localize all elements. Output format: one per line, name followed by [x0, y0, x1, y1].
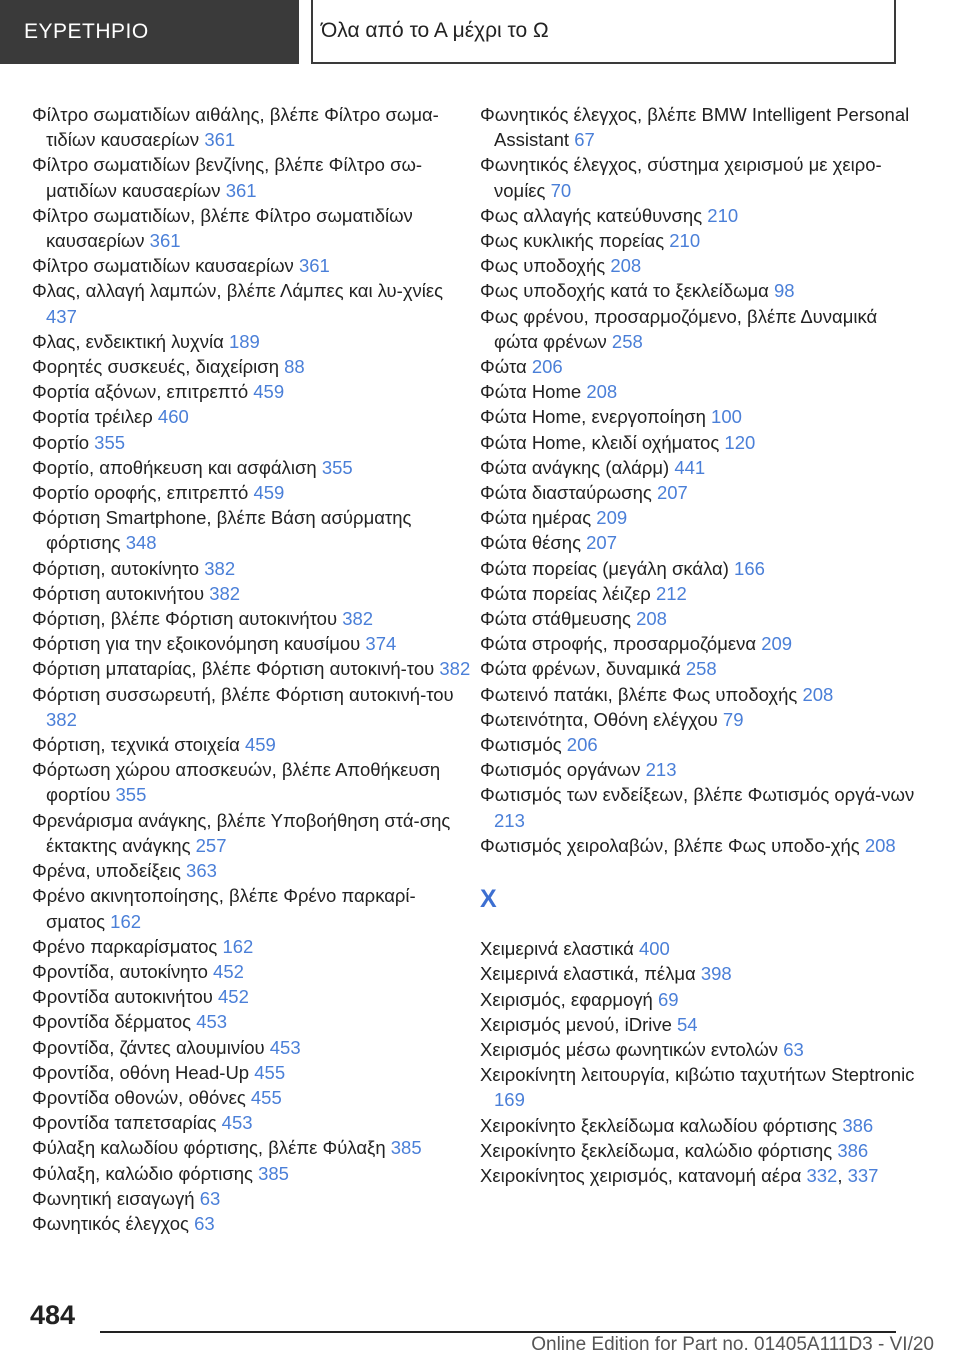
index-entry-term: Φροντίδα αυτοκινήτου — [32, 986, 213, 1008]
page-reference-link[interactable]: 382 — [439, 658, 471, 680]
page-reference-link[interactable]: 386 — [837, 1139, 869, 1161]
index-entry — [480, 404, 920, 429]
index-entry-term: Φώτα πορείας λέιζερ — [480, 582, 651, 604]
index-entry — [32, 1135, 472, 1160]
index-entry-term: Φορτία τρέιλερ — [32, 406, 153, 428]
index-entry — [480, 278, 920, 303]
index-entry-term: Φόρτιση μπαταρίας, βλέπε Φόρτιση αυτοκινή-του — [32, 658, 435, 680]
index-entry-term: Φως φρένου, προσαρμοζόμενο, βλέπε Δυναμικά φώτα φρένων — [480, 305, 878, 352]
footer-edition-text: Online Edition for Part no. 01405A111D3 - VI/20 — [531, 1334, 934, 1355]
index-entry — [480, 682, 920, 707]
page-reference-link[interactable]: 208 — [610, 255, 642, 277]
page-reference-link[interactable]: 382 — [46, 708, 77, 730]
page-reference-link[interactable]: 400 — [638, 938, 670, 960]
index-entry-term: Φωτισμός των ενδείξεων, βλέπε Φωτισμός οργά-νων — [480, 784, 915, 806]
index-entry — [480, 581, 920, 606]
index-entry — [480, 631, 920, 656]
index-entry — [480, 430, 920, 455]
index-entry-term: Χειμερινά ελαστικά, πέλμα — [480, 963, 696, 985]
index-entry — [480, 757, 920, 782]
index-entry-term: Φώτα Home — [480, 381, 582, 403]
index-entry — [32, 1035, 472, 1060]
index-entry-term: Χειροκίνητο ξεκλείδωμα, καλώδιο φόρτισης — [480, 1139, 833, 1161]
index-entry — [480, 480, 920, 505]
index-entry-term: Φίλτρο σωματιδίων αιθάλης, βλέπε Φίλτρο σωμα-τιδίων καυσαερίων — [32, 104, 439, 151]
index-entry — [480, 936, 920, 961]
page-reference-link[interactable]: 63 — [783, 1038, 804, 1060]
index-entry-term: Φως αλλαγής κατεύθυνσης — [480, 204, 703, 226]
index-entry — [32, 455, 472, 480]
index-entry — [32, 1161, 472, 1186]
index-entry — [32, 253, 472, 278]
index-entry — [480, 379, 920, 404]
page-reference-link[interactable]: 348 — [125, 532, 157, 554]
page-reference-link[interactable]: 209 — [596, 507, 628, 529]
index-entry-term: Φόρτιση, αυτοκίνητο — [32, 557, 200, 579]
index-entry — [32, 329, 472, 354]
index-entry — [480, 152, 920, 202]
page-reference-link[interactable]: 208 — [802, 683, 834, 705]
index-entry-term: Χειρισμός, εφαρμογή — [480, 988, 653, 1010]
page-reference-link[interactable]: 361 — [204, 129, 236, 151]
page-reference-link[interactable]: 437 — [46, 305, 77, 327]
index-entry-term: Φως κυκλικής πορείας — [480, 230, 665, 252]
index-entry-term: Χειροκίνητη λειτουργία, κιβώτιο ταχυτήτων Steptronic — [480, 1064, 915, 1086]
page-reference-link[interactable]: 208 — [586, 381, 618, 403]
page-reference-link[interactable]: 455 — [250, 1086, 282, 1108]
index-entry — [480, 961, 920, 986]
index-entry-term: Χειροκίνητος χειρισμός, κατανομή αέρα — [480, 1164, 802, 1186]
index-entry-term: Φόρτιση Smartphone, βλέπε Βάση ασύρματης φόρτισης — [32, 507, 412, 554]
index-entry — [32, 858, 472, 883]
index-entry-term: Χειροκίνητο ξεκλείδωμα καλωδίου φόρτισης — [480, 1114, 838, 1136]
page-number: 484 — [30, 1300, 76, 1330]
index-entry-term: Φορητές συσκευές, διαχείριση — [32, 356, 279, 378]
header — [0, 0, 960, 66]
index-list-phi — [480, 102, 920, 858]
page-reference-link[interactable]: 355 — [321, 456, 353, 478]
index-entry-term: Φωνητικός έλεγχος — [32, 1212, 189, 1234]
index-entry-term: Φρένο ακινητοποίησης, βλέπε Φρένο παρκαρί-σματος — [32, 885, 416, 932]
index-entry-term: Φόρτιση αυτοκινήτου — [32, 582, 205, 604]
page-reference-link[interactable]: 441 — [674, 456, 706, 478]
page-reference-link[interactable]: 385 — [390, 1137, 422, 1159]
index-entry — [480, 833, 920, 858]
page-reference-link[interactable]: 98 — [774, 280, 795, 302]
index-entry — [480, 304, 920, 354]
index-entry — [32, 1186, 472, 1211]
index-entry — [32, 732, 472, 757]
index-entry — [32, 934, 472, 959]
index-entry — [480, 253, 920, 278]
page-reference-link[interactable]: 210 — [707, 204, 739, 226]
page-reference-link[interactable]: 208 — [636, 608, 667, 630]
index-entry — [32, 1009, 472, 1034]
index-entry — [32, 278, 472, 328]
page-reference-link[interactable]: 382 — [342, 608, 374, 630]
index-entry — [32, 556, 472, 581]
index-entry — [480, 203, 920, 228]
index-entry-term: Φωτεινό πατάκι, βλέπε Φως υποδοχής — [480, 683, 798, 705]
page-reference-link[interactable]: 206 — [531, 356, 563, 378]
page-reference-link[interactable]: 169 — [494, 1089, 525, 1111]
page-reference-link[interactable]: 382 — [209, 582, 241, 604]
index-entry — [32, 1211, 472, 1236]
page-reference-link[interactable]: 382 — [204, 557, 236, 579]
page-reference-link[interactable]: 189 — [228, 330, 260, 352]
index-entry-term: Φόρτιση, βλέπε Φόρτιση αυτοκινήτου — [32, 608, 338, 630]
page-reference-link[interactable]: 453 — [196, 1011, 228, 1033]
index-entry — [480, 530, 920, 555]
page-reference-link[interactable]: 120 — [724, 431, 756, 453]
index-entry-term: Φλας, ενδεικτική λυχνία — [32, 330, 224, 352]
page-reference-link[interactable]: 258 — [611, 330, 643, 352]
page-reference-link[interactable]: 459 — [244, 734, 276, 756]
index-entry-term: Φορτίο, αποθήκευση και ασφάλιση — [32, 456, 317, 478]
page-reference-link[interactable]: 453 — [269, 1036, 301, 1058]
index-entry — [32, 656, 472, 681]
page-reference-link[interactable]: 257 — [195, 834, 227, 856]
index-entry — [32, 1085, 472, 1110]
index-entry — [480, 1113, 920, 1138]
index-entry-term: Χειρισμός μέσω φωνητικών εντολών — [480, 1038, 779, 1060]
index-entry-term: Φροντίδα, αυτοκίνητο — [32, 960, 208, 982]
index-entry-term: Φλας, αλλαγή λαμπών, βλέπε Λάμπες και λυ-χνίες — [32, 280, 444, 302]
page-reference-link[interactable]: 355 — [115, 784, 147, 806]
index-entry — [480, 354, 920, 379]
index-entry-term: Φίλτρο σωματιδίων καυσαερίων — [32, 255, 294, 277]
page-reference-link[interactable]: 88 — [284, 356, 305, 378]
index-entry-term: Φρενάρισμα ανάγκης, βλέπε Υποβοήθηση στά-σης έκτακτης ανάγκης — [32, 809, 451, 856]
index-entry-term: Φώτα θέσης — [480, 532, 581, 554]
index-entry-term: Φρένο παρκαρίσματος — [32, 935, 218, 957]
index-entry-term: Φορτίο οροφής, επιτρεπτό — [32, 482, 249, 504]
index-entry — [480, 455, 920, 480]
index-entry: Χειροκίνητος χειρισμός, κατανομή αέρα 332, 337 — [480, 1164, 879, 1186]
page-reference-link[interactable]: 63 — [199, 1187, 221, 1209]
page-reference-link[interactable]: 79 — [722, 708, 744, 730]
page-reference-link[interactable]: 209 — [761, 633, 793, 655]
page-reference-link[interactable]: 100 — [711, 406, 742, 428]
index-entry — [32, 631, 472, 656]
index-entry-term: Φόρτιση συσσωρευτή, βλέπε Φόρτιση αυτοκινή-του — [32, 683, 454, 705]
index-entry-term: Φίλτρο σωματιδίων, βλέπε Φίλτρο σωματιδίων καυσαερίων — [32, 204, 413, 252]
index-entry-term: Φωτισμός χειρολαβών, βλέπε Φως υποδο-χής — [480, 834, 860, 856]
page-reference-link[interactable]: 207 — [586, 532, 617, 554]
index-column-left — [32, 102, 472, 1236]
index-entry — [480, 102, 920, 152]
index-entry-term: Φύλαξη καλωδίου φόρτισης, βλέπε Φύλαξη — [32, 1137, 386, 1159]
index-entry-term: Φωνητική εισαγωγή — [32, 1187, 195, 1209]
index-entry — [32, 152, 472, 202]
index-entry-term: Φύλαξη, καλώδιο φόρτισης — [32, 1162, 253, 1184]
index-entry-term: Φώτα ημέρας — [480, 507, 592, 529]
index-entry — [480, 1037, 920, 1062]
page-reference-link[interactable]: 459 — [253, 482, 285, 504]
page-reference-link[interactable]: 69 — [657, 988, 679, 1010]
page-reference-link[interactable]: 258 — [685, 658, 717, 680]
page-reference-link[interactable]: 361 — [225, 179, 257, 201]
index-entry — [32, 379, 472, 404]
page-reference-link[interactable]: 212 — [655, 582, 687, 604]
index-entry — [480, 707, 920, 732]
index-entry-term: Φροντίδα ταπετσαρίας — [32, 1112, 217, 1134]
index-entry-term: Φωνητικός έλεγχος, σύστημα χειρισμού με χειρο-νομίες — [480, 154, 882, 201]
index-entry — [32, 757, 472, 807]
index-entry-term: Φώτα πορείας (μεγάλη σκάλα) — [480, 557, 729, 579]
page-reference-link[interactable]: 398 — [700, 963, 732, 985]
index-list-chi — [480, 936, 920, 1188]
page-reference-link[interactable]: 70 — [550, 179, 572, 201]
page-reference-link[interactable]: 332 — [806, 1164, 838, 1186]
page-reference-link[interactable]: 162 — [110, 910, 142, 932]
section-letter-heading: Χ — [480, 885, 497, 914]
page-reference-link[interactable]: 162 — [222, 935, 254, 957]
index-entry — [32, 984, 472, 1009]
page-reference-link[interactable]: 355 — [94, 431, 126, 453]
index-entry-term: Φόρτωση χώρου αποσκευών, βλέπε Αποθήκευση φορτίου — [32, 759, 441, 806]
page-reference-link[interactable]: 385 — [258, 1162, 289, 1184]
index-entry-term: Φώτα στάθμευσης — [480, 608, 631, 630]
index-entry — [32, 404, 472, 429]
index-entry-term: Φώτα — [480, 356, 527, 378]
index-entry — [32, 581, 472, 606]
page-reference-link[interactable]: 459 — [253, 381, 285, 403]
page-reference-link[interactable]: 213 — [494, 809, 525, 831]
page-reference-link[interactable]: 337 — [847, 1164, 879, 1186]
index-entry — [480, 782, 920, 832]
index-entry-term: Φίλτρο σωματιδίων βενζίνης, βλέπε Φίλτρο σω-ματιδίων καυσαερίων — [32, 154, 423, 201]
index-entry-term: Φροντίδα, ζάντες αλουμινίου — [32, 1036, 265, 1058]
index-entry — [480, 606, 920, 631]
index-entry-term: Χειμερινά ελαστικά — [480, 938, 634, 960]
index-entry — [480, 656, 920, 681]
page-reference-link[interactable]: 453 — [221, 1112, 253, 1134]
index-entry — [32, 354, 472, 379]
index-entry — [480, 228, 920, 253]
page-reference-link[interactable]: 206 — [566, 734, 598, 756]
index-entry-term: Φόρτιση για την εξοικονόμηση καυσίμου — [32, 633, 361, 655]
index-entry-term: Φορτίο — [32, 431, 90, 453]
page-reference-link[interactable]: 213 — [645, 759, 677, 781]
page-reference-link[interactable]: 166 — [734, 557, 765, 579]
index-entry — [32, 430, 472, 455]
page-reference-link[interactable]: 208 — [864, 834, 896, 856]
index-entry — [480, 732, 920, 757]
index-entry-term: Φορτία αξόνων, επιτρεπτό — [32, 381, 249, 403]
page-reference-link[interactable]: 54 — [677, 1013, 698, 1035]
index-entry — [32, 682, 472, 732]
index-entry — [32, 1110, 472, 1135]
index-entry — [480, 1138, 920, 1163]
index-entry — [480, 1062, 920, 1112]
index-entry — [32, 1060, 472, 1085]
index-entry-term: Φωτισμός — [480, 734, 562, 756]
page-reference-link[interactable]: 460 — [157, 406, 189, 428]
page-reference-link[interactable]: 452 — [213, 960, 244, 982]
index-entry-term: Φώτα στροφής, προσαρμοζόμενα — [480, 633, 757, 655]
index-entry-term: Φροντίδα, οθόνη Head-Up — [32, 1061, 250, 1083]
tab-index[interactable]: ΕΥΡΕΤΗΡΙΟ — [0, 0, 299, 64]
index-entry-term: Φόρτιση, τεχνικά στοιχεία — [32, 734, 240, 756]
index-entry-term: Φωτισμός οργάνων — [480, 759, 641, 781]
index-entry-term: Φώτα ανάγκης (αλάρμ) — [480, 456, 670, 478]
index-entry — [32, 883, 472, 933]
index-entry-term: Φώτα Home, ενεργοποίηση — [480, 406, 706, 428]
page-reference-link[interactable]: 63 — [194, 1212, 215, 1234]
page-reference-link[interactable]: 363 — [186, 860, 217, 882]
page-reference-link[interactable]: 452 — [218, 986, 249, 1008]
index-entry — [32, 606, 472, 631]
page-reference-link[interactable]: 374 — [365, 633, 397, 655]
index-entry-term: Φώτα διασταύρωσης — [480, 482, 652, 504]
page-reference-link[interactable]: 207 — [656, 482, 688, 504]
index-entry-term: Χειρισμός μενού, iDrive — [480, 1013, 672, 1035]
index-entry — [32, 808, 472, 858]
page-reference-link[interactable]: 361 — [298, 255, 330, 277]
page-reference-link[interactable]: 361 — [149, 230, 181, 252]
index-entry-term: Φώτα Home, κλειδί οχήματος — [480, 431, 720, 453]
index-entry-term: Φώτα φρένων, δυναμικά — [480, 658, 681, 680]
index-entry-term: Φως υποδοχής κατά το ξεκλείδωμα — [480, 280, 769, 302]
index-entry-term: Φως υποδοχής — [480, 255, 606, 277]
index-entry — [32, 505, 472, 555]
index-entry-term: Φροντίδα οθονών, οθόνες — [32, 1086, 246, 1108]
page-reference-link[interactable]: 67 — [574, 129, 595, 151]
index-entry — [32, 959, 472, 984]
index-column-right — [480, 102, 920, 1188]
page-reference-link[interactable]: 386 — [842, 1114, 874, 1136]
index-entry-term: Φροντίδα δέρματος — [32, 1011, 192, 1033]
index-entry — [32, 203, 472, 253]
tab-a-to-z[interactable]: Όλα από το Α μέχρι το Ω — [311, 0, 896, 64]
index-entry — [480, 1012, 920, 1037]
index-entry — [480, 556, 920, 581]
index-entry-term: Φωτεινότητα, Οθόνη ελέγχου — [480, 708, 718, 730]
index-entry-term: Φωνητικός έλεγχος, βλέπε BMW Intelligent Personal Assistant — [480, 104, 910, 151]
index-entry-term: Φρένα, υποδείξεις — [32, 860, 181, 882]
index-entry — [32, 480, 472, 505]
page-reference-link[interactable]: 455 — [254, 1061, 286, 1083]
footer-divider — [100, 1331, 896, 1333]
index-entry — [480, 505, 920, 530]
page-reference-link[interactable]: 210 — [669, 230, 701, 252]
index-entry — [32, 102, 472, 152]
index-entry — [480, 987, 920, 1012]
